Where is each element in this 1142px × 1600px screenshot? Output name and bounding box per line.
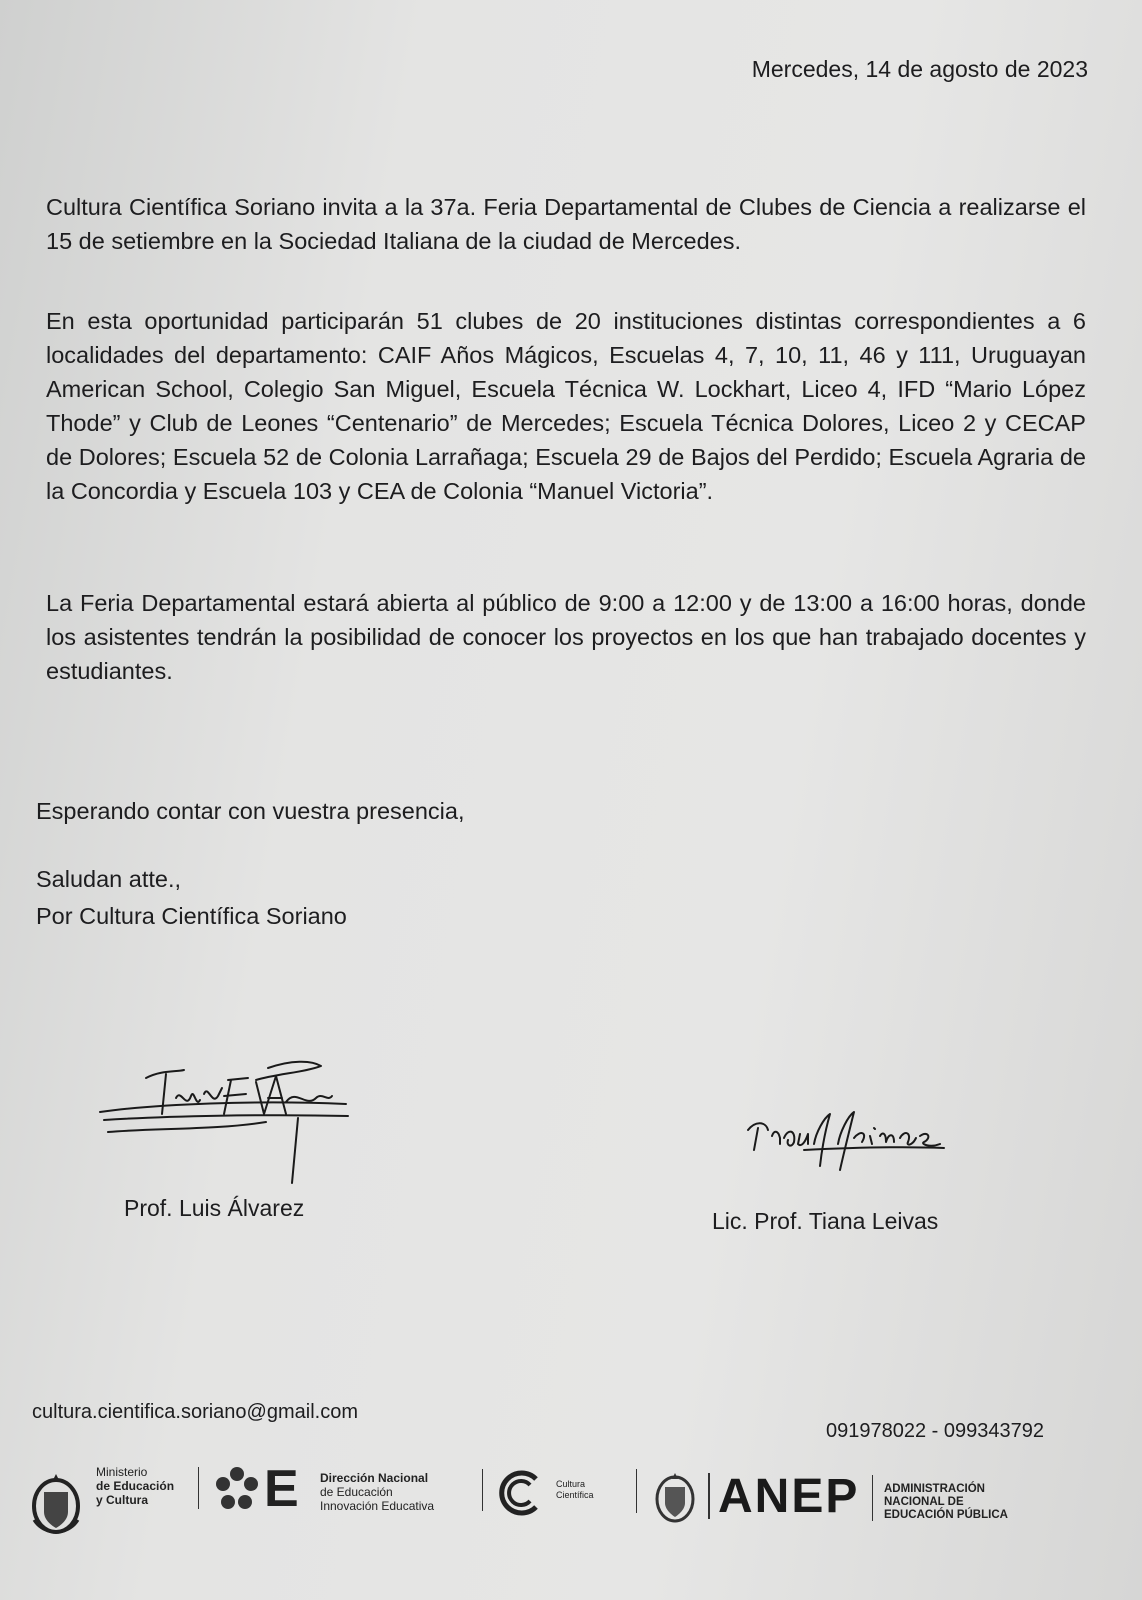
- cultura-cientifica-text: Cultura Científica: [556, 1479, 594, 1500]
- contact-email: cultura.cientifica.soriano@gmail.com: [32, 1401, 358, 1423]
- salutation: Saludan atte.,: [36, 866, 182, 892]
- anep-full-name: ADMINISTRACIÓN NACIONAL DE EDUCACIÓN PÚBLICA: [884, 1483, 1008, 1521]
- separator: [872, 1475, 873, 1521]
- footer-logos: [24, 1460, 1104, 1555]
- contact-phones: 091978022 - 099343792: [826, 1420, 1044, 1442]
- dne-flower-icon: [214, 1465, 260, 1513]
- signatory-name-2: Lic. Prof. Tiana Leivas: [712, 1208, 939, 1234]
- separator: [708, 1473, 710, 1519]
- separator: [482, 1469, 483, 1511]
- ministerio-text: Ministerio de Educación y Cultura: [96, 1465, 175, 1507]
- letter-date: Mercedes, 14 de agosto de 2023: [751, 56, 1088, 82]
- paragraph-hours: La Feria Departamental estará abierta al público de 9:00 a 12:00 y de 13:00 a 16:00 horas, donde los asistentes tendrán la posibilidad de conocer los proyectos en los que han trabajado docentes y estudiantes.: [46, 590, 1086, 684]
- sender-organization: Por Cultura Científica Soriano: [36, 903, 347, 929]
- cultura-cientifica-logo-icon: [496, 1467, 548, 1519]
- signature-tiana-leivas: [744, 1108, 954, 1188]
- anep-wordmark: ANEP: [718, 1470, 860, 1523]
- paragraph-invitation: Cultura Científica Soriano invita a la 37a. Feria Departamental de Clubes de Ciencia a realizarse el 15 de setiembre en la Sociedad Italiana de la ciudad de Mercedes.: [46, 194, 1086, 254]
- closing-line: Esperando contar con vuestra presencia,: [36, 798, 465, 824]
- coat-of-arms-icon: [24, 1470, 88, 1540]
- separator: [198, 1467, 199, 1509]
- dne-text: Dirección Nacional de Educación Innovación Educativa: [320, 1471, 435, 1513]
- separator: [636, 1469, 637, 1513]
- signature-luis-alvarez: [96, 1058, 356, 1198]
- signatory-name-1: Prof. Luis Álvarez: [124, 1195, 305, 1221]
- paragraph-participants: En esta oportunidad participarán 51 clubes de 20 instituciones distintas correspondientes a 6 localidades del departamento: CAIF Años Mágicos, Escuelas 4, 7, 10, 11, 46 y 111, Uruguayan American School, Colegio San Miguel, Escuela Técnica W. Lockhart, Liceo 4, IFD “Mario López Thode” y Club de Leones “Centenario” de Mercedes; Escuela Técnica Dolores, Liceo 2 y CECAP de Dolores; Escuela 52 de Colonia Larrañaga; Escuela 29 de Bajos del Perdido; Escuela Agraria de la Concordia y Escuela 103 y CEA de Colonia “Manuel Victoria”.: [46, 308, 1086, 504]
- dne-letter: E: [264, 1460, 299, 1518]
- anep-coat-of-arms-icon: [652, 1471, 698, 1525]
